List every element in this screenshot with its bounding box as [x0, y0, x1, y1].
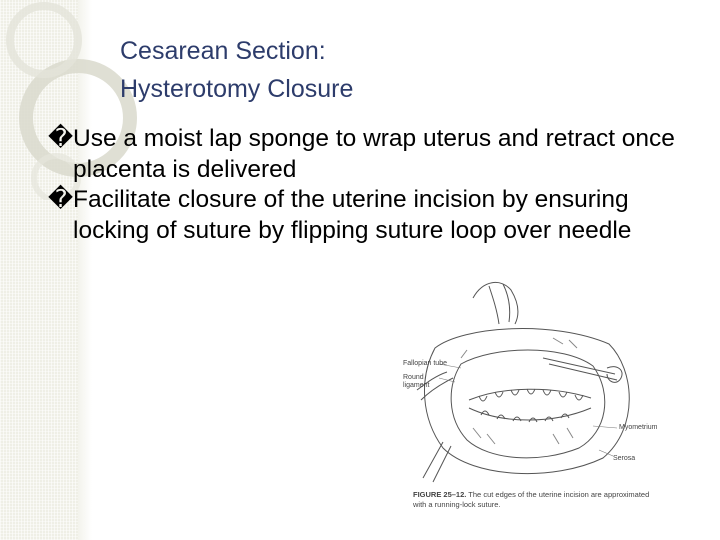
- title-line-2: Hysterotomy Closure: [120, 75, 354, 103]
- label-fallopian-tube: Fallopian tube: [403, 360, 447, 367]
- bullet-marker-icon: �: [48, 186, 74, 213]
- label-round-ligament-line1: Round: [403, 374, 424, 381]
- label-serosa: Serosa: [613, 455, 636, 462]
- bullet-text: Facilitate closure of the uterine incision by ensuring locking of suture by flipping suture loop over needle: [73, 186, 632, 244]
- page-title: [120, 32, 353, 108]
- bullet-list: [48, 124, 708, 246]
- title-line-1: Cesarean Section:: [120, 37, 326, 65]
- caption-text: The cut edges of the uterine incision are approximated with a running-lock suture.: [413, 490, 650, 509]
- label-myometrium: Myometrium: [619, 424, 658, 431]
- bullet-item: [48, 185, 708, 246]
- caption-figure-number: FIGURE 25–12.: [413, 490, 467, 499]
- bullet-text: Use a moist lap sponge to wrap uterus and retract once placenta is delivered: [73, 125, 675, 183]
- surgical-illustration: [403, 278, 661, 523]
- label-round-ligament-line2: ligament: [403, 382, 430, 389]
- bullet-marker-icon: �: [48, 125, 74, 152]
- bullet-item: [48, 124, 708, 185]
- figure-caption: [413, 490, 661, 510]
